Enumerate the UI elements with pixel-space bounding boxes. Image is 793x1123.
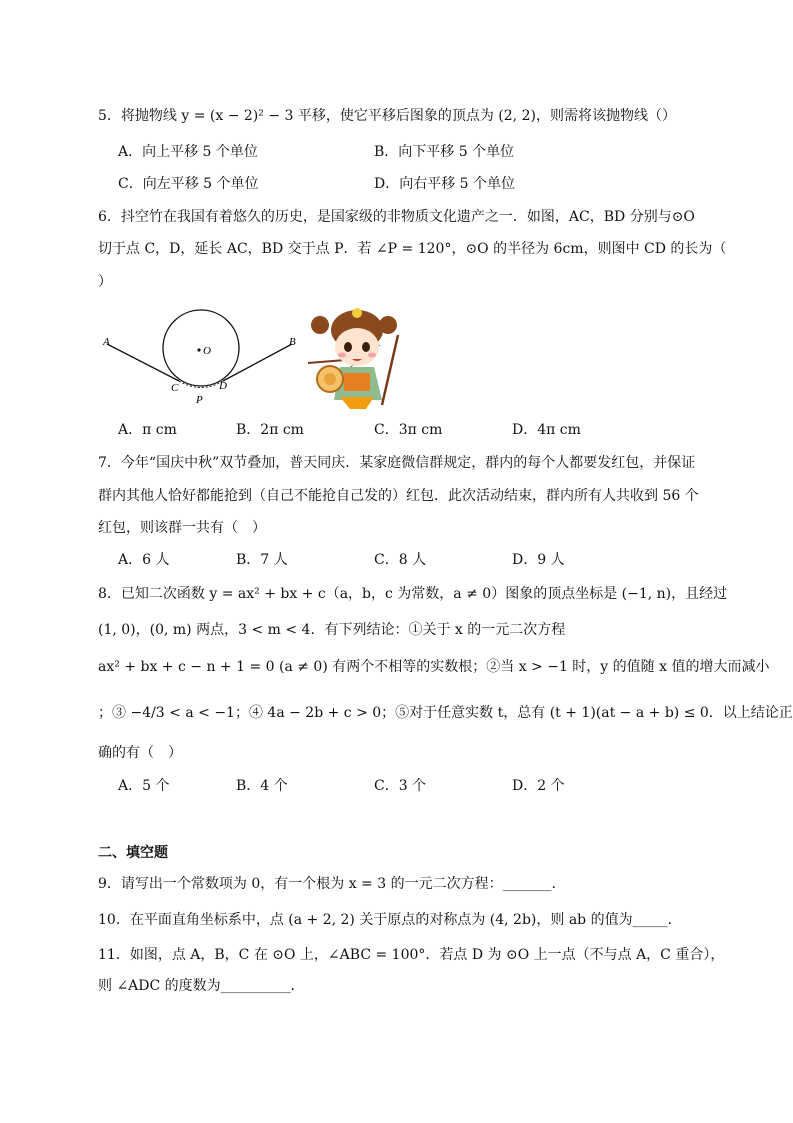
q8-stem-line3: ax² + bx + c − n + 1 = 0 (a ≠ 0) 有两个不相等的实数根；②当 x > −1 时，y 的值随 x 值的增大而减小 <box>98 659 770 675</box>
diabolo-girl-illustration <box>300 305 415 415</box>
q8-option-d: D．2 个 <box>512 778 565 794</box>
label-d: D <box>219 380 227 392</box>
q7-stem-line1: 7．今年“国庆中秋”双节叠加，普天同庆．某家庭微信群规定，群内的每个人都要发红包，并保证 <box>98 455 696 471</box>
q6-stem-line2: 切于点 C，D，延长 AC，BD 交于点 P．若 ∠P = 120°，⊙O 的半径为 6cm，则图中 CD 的长为（ <box>98 241 727 257</box>
q8-stem-line4: ；③ −4/3 < a < −1；④ 4a − 2b + c > 0；⑤对于任意实数 t，总有 (t + 1)(at − a + b) ≤ 0．以上结论正 <box>98 705 793 721</box>
q8-stem-line1: 8．已知二次函数 y = ax² + bx + c（a，b，c 为常数，a ≠ 0）图象的顶点坐标是 (−1, n)，且经过 <box>98 586 728 602</box>
q5-stem: 5．将抛物线 y = (x − 2)² − 3 平移，使它平移后图象的顶点为 (2, 2)，则需将该抛物线（） <box>98 108 676 124</box>
line-bd <box>223 344 292 381</box>
q6-option-b: B．2π cm <box>236 422 304 438</box>
label-o: O <box>203 345 211 357</box>
line-ac <box>107 344 179 381</box>
section-heading-fill-in: 二、填空题 <box>98 845 168 861</box>
q5-option-b: B．向下平移 5 个单位 <box>374 144 515 160</box>
q5-option-a: A．向上平移 5 个单位 <box>118 144 258 160</box>
q6-option-d: D．4π cm <box>512 422 581 438</box>
circle-o <box>163 310 239 386</box>
q6-option-a: A．π cm <box>118 422 177 438</box>
q8-option-c: C．3 个 <box>374 778 427 794</box>
tangent-circle-figure <box>95 300 295 410</box>
label-c: C <box>171 382 179 394</box>
q6-stem-line1: 6．抖空竹在我国有着悠久的历史，是国家级的非物质文化遗产之一．如图，AC，BD 分别与⊙O <box>98 209 695 225</box>
q7-stem-line3: 红包，则该群一共有（ ） <box>98 520 266 536</box>
q8-option-b: B．4 个 <box>236 778 288 794</box>
q7-option-d: D．9 人 <box>512 552 565 568</box>
label-a: A <box>103 336 110 348</box>
q5-option-c: C．向左平移 5 个单位 <box>118 176 259 192</box>
q7-option-b: B．7 人 <box>236 552 288 568</box>
label-p: P <box>196 394 203 406</box>
q7-option-c: C．8 人 <box>374 552 427 568</box>
q6-option-c: C．3π cm <box>374 422 443 438</box>
label-b: B <box>289 336 296 348</box>
q8-stem-line2: (1, 0)，(0, m) 两点，3 < m < 4．有下列结论：①关于 x 的一元二次方程 <box>98 622 566 638</box>
q7-option-a: A．6 人 <box>118 552 170 568</box>
q8-stem-line5: 确的有（ ） <box>98 745 182 761</box>
q11-stem-line2: 则 ∠ADC 的度数为__________． <box>98 978 305 994</box>
q11-stem-line1: 11．如图，点 A，B，C 在 ⊙O 上，∠ABC = 100°．若点 D 为 ⊙O 上一点（不与点 A，C 重合）， <box>98 947 725 963</box>
center-dot <box>197 348 200 351</box>
q10-stem: 10．在平面直角坐标系中，点 (a + 2, 2) 关于原点的对称点为 (4, 2b)，则 ab 的值为_____． <box>98 912 682 928</box>
q6-stem-line3: ） <box>98 274 112 290</box>
q9-stem: 9．请写出一个常数项为 0，有一个根为 x = 3 的一元二次方程：_______． <box>98 876 566 892</box>
q5-option-d: D．向右平移 5 个单位 <box>374 176 516 192</box>
q7-stem-line2: 群内其他人恰好都能抢到（自己不能抢自己发的）红包．此次活动结束，群内所有人共收到 56 个 <box>98 488 699 504</box>
q8-option-a: A．5 个 <box>118 778 170 794</box>
